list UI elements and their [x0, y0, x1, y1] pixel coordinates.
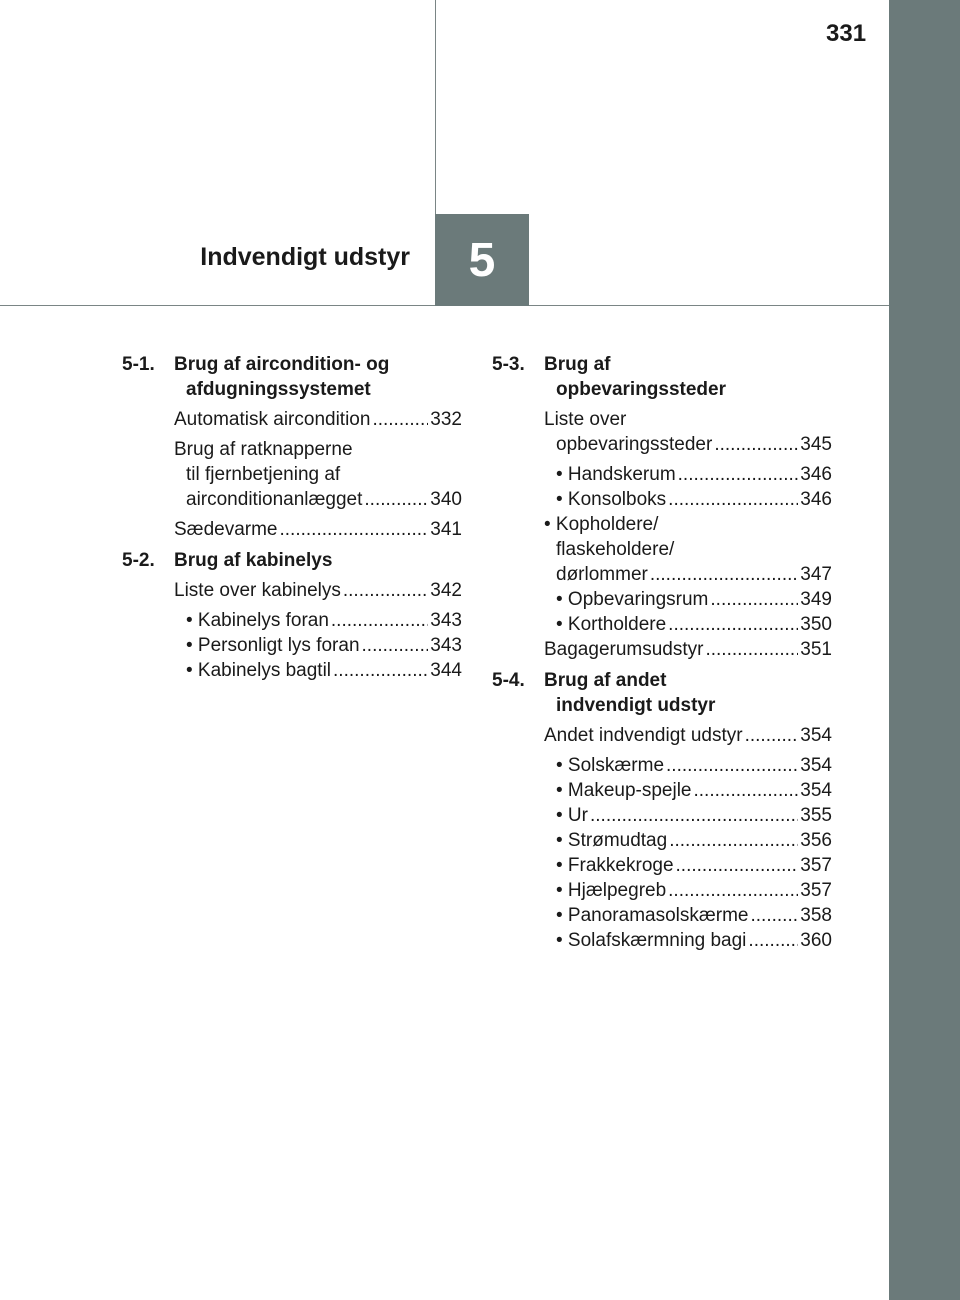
dot-leader	[745, 723, 799, 748]
vertical-divider	[435, 0, 436, 214]
toc-entry[interactable]	[544, 637, 832, 662]
entry-text-line: • Kopholdere/	[544, 514, 659, 535]
entry-label: Andet indvendigt udstyr	[544, 725, 743, 746]
entry-row	[544, 487, 832, 512]
entry-label: dørlommer	[556, 564, 648, 585]
entry-label: Bagagerumsudstyr	[544, 639, 704, 660]
section-heading	[122, 548, 462, 573]
entry-page-number: 351	[800, 639, 832, 660]
entry-label: airconditionanlægget	[186, 489, 363, 510]
entry-page-number: 357	[800, 855, 832, 876]
toc-entries	[122, 578, 462, 683]
entry-label: • Makeup-spejle	[556, 780, 692, 801]
toc-entry[interactable]	[174, 437, 462, 512]
toc-entry[interactable]	[174, 517, 462, 542]
toc-entry[interactable]	[544, 407, 832, 457]
entry-row	[544, 803, 832, 828]
dot-leader	[372, 407, 428, 432]
entry-page-number: 340	[430, 489, 462, 510]
toc-entries	[492, 407, 832, 662]
chapter-title: Indvendigt udstyr	[200, 243, 410, 271]
chapter-sidebar-band	[889, 0, 960, 1300]
section-title	[174, 352, 462, 402]
entry-page-number: 346	[800, 489, 832, 510]
entry-text-line: Brug af ratknapperne	[174, 439, 353, 460]
toc-sub-entry[interactable]	[544, 778, 832, 803]
entry-label: • Personligt lys foran	[186, 635, 360, 656]
section-title-line: indvendigt udstyr	[556, 695, 716, 716]
entry-row	[544, 853, 832, 878]
dot-leader	[668, 487, 798, 512]
section-number: 5-4.	[492, 670, 525, 691]
entry-page-number: 358	[800, 905, 832, 926]
entry-row	[174, 407, 462, 432]
toc-sub-entry[interactable]	[174, 633, 462, 658]
entry-row	[174, 633, 462, 658]
entry-label: • Kabinelys bagtil	[186, 660, 332, 681]
entry-row	[544, 462, 832, 487]
section-title-line: opbevaringssteder	[556, 379, 726, 400]
entry-row	[174, 578, 462, 603]
entry-page-number: 354	[800, 755, 832, 776]
entry-row	[544, 587, 832, 612]
section-title-line: Brug af	[544, 354, 611, 375]
entry-label: Automatisk aircondition	[174, 409, 371, 430]
entry-page-number: 344	[430, 660, 462, 681]
section-number: 5-1.	[122, 354, 155, 375]
entry-page-number: 360	[800, 930, 832, 951]
entry-page-number: 345	[800, 434, 832, 455]
toc-sub-entry[interactable]	[544, 828, 832, 853]
entry-page-number: 354	[800, 725, 832, 746]
toc-section	[492, 352, 832, 662]
entry-label: • Frakkekroge	[556, 855, 674, 876]
entry-row	[544, 778, 832, 803]
toc-sub-entry[interactable]	[544, 903, 832, 928]
section-heading	[122, 352, 462, 402]
toc-sub-entry[interactable]	[544, 487, 832, 512]
toc-sub-entry[interactable]	[174, 658, 462, 683]
section-title-line: afdugningssystemet	[186, 379, 371, 400]
section-number: 5-3.	[492, 354, 525, 375]
entry-row	[174, 487, 462, 512]
toc-section	[122, 352, 462, 542]
dot-leader	[669, 828, 798, 853]
toc-sub-entry[interactable]	[544, 803, 832, 828]
entry-page-number: 346	[800, 464, 832, 485]
section-heading	[492, 352, 832, 402]
entry-label: opbevaringssteder	[556, 434, 713, 455]
entry-page-number: 350	[800, 614, 832, 635]
entry-label: • Solafskærmning bagi	[556, 930, 747, 951]
dot-leader	[364, 487, 428, 512]
dot-leader	[280, 517, 429, 542]
toc-entries	[122, 407, 462, 542]
entry-row	[174, 517, 462, 542]
dot-leader	[668, 612, 798, 637]
dot-leader	[710, 587, 798, 612]
entry-row	[544, 723, 832, 748]
entry-page-number: 356	[800, 830, 832, 851]
section-title-line: Brug af aircondition- og	[174, 354, 390, 375]
entry-row	[544, 637, 832, 662]
toc-entries	[492, 723, 832, 953]
entry-label: • Hjælpegreb	[556, 880, 667, 901]
dot-leader	[650, 562, 798, 587]
section-title	[544, 668, 832, 718]
entry-row	[544, 903, 832, 928]
chapter-number-box: 5	[435, 214, 529, 306]
entry-row	[174, 658, 462, 683]
dot-leader	[590, 803, 798, 828]
dot-leader	[362, 633, 429, 658]
entry-label: • Handskerum	[556, 464, 676, 485]
entry-label: • Strømudtag	[556, 830, 668, 851]
entry-text-line: til fjernbetjening af	[186, 464, 341, 485]
toc-entry[interactable]	[174, 407, 462, 432]
section-title-line: Brug af kabinelys	[174, 550, 333, 571]
dot-leader	[343, 578, 428, 603]
toc-section	[492, 668, 832, 953]
toc-sub-entry[interactable]	[544, 587, 832, 612]
section-number: 5-2.	[122, 550, 155, 571]
dot-leader	[694, 778, 799, 803]
toc-sub-entry[interactable]	[544, 853, 832, 878]
toc-sub-entry[interactable]	[544, 928, 832, 953]
entry-page-number: 357	[800, 880, 832, 901]
entry-page-number: 341	[430, 519, 462, 540]
toc-entry[interactable]	[174, 578, 462, 603]
toc-sub-entry[interactable]	[174, 608, 462, 633]
entry-page-number: 332	[430, 409, 462, 430]
entry-label: • Panoramasolskærme	[556, 905, 749, 926]
dot-leader	[714, 432, 798, 457]
entry-row	[174, 608, 462, 633]
entry-row	[544, 878, 832, 903]
section-title	[174, 548, 462, 573]
dot-leader	[668, 878, 798, 903]
entry-label: Liste over kabinelys	[174, 580, 341, 601]
entry-page-number: 343	[430, 610, 462, 631]
entry-label: • Opbevaringsrum	[556, 589, 709, 610]
entry-label: • Kortholdere	[556, 614, 667, 635]
toc-left-column	[122, 352, 462, 689]
dot-leader	[676, 853, 799, 878]
toc-sub-entry[interactable]	[544, 612, 832, 637]
entry-text-line: flaskeholdere/	[556, 539, 675, 560]
entry-label: • Kabinelys foran	[186, 610, 329, 631]
entry-row	[544, 753, 832, 778]
toc-sub-entry[interactable]	[544, 753, 832, 778]
toc-entry[interactable]	[544, 723, 832, 748]
entry-page-number: 347	[800, 564, 832, 585]
section-title-line: Brug af andet	[544, 670, 667, 691]
entry-page-number: 343	[430, 635, 462, 656]
section-title	[544, 352, 832, 402]
entry-page-number: 355	[800, 805, 832, 826]
dot-leader	[748, 928, 798, 953]
entry-page-number: 354	[800, 780, 832, 801]
entry-page-number: 342	[430, 580, 462, 601]
dot-leader	[678, 462, 799, 487]
entry-row	[544, 432, 832, 457]
toc-sub-entry[interactable]	[544, 462, 832, 487]
toc-right-column	[492, 352, 832, 959]
section-heading	[492, 668, 832, 718]
entry-row	[544, 828, 832, 853]
entry-label: • Ur	[556, 805, 588, 826]
toc-sub-entry[interactable]	[544, 512, 832, 587]
entry-label: Sædevarme	[174, 519, 278, 540]
toc-sub-entry[interactable]	[544, 878, 832, 903]
entry-row	[544, 612, 832, 637]
entry-label: • Konsolboks	[556, 489, 667, 510]
dot-leader	[666, 753, 798, 778]
dot-leader	[751, 903, 799, 928]
entry-page-number: 349	[800, 589, 832, 610]
entry-row	[544, 562, 832, 587]
toc-section	[122, 548, 462, 683]
entry-label: • Solskærme	[556, 755, 665, 776]
entry-row	[544, 928, 832, 953]
entry-text-line: Liste over	[544, 409, 627, 430]
dot-leader	[705, 637, 798, 662]
dot-leader	[333, 658, 428, 683]
dot-leader	[331, 608, 428, 633]
page-number: 331	[826, 20, 867, 47]
